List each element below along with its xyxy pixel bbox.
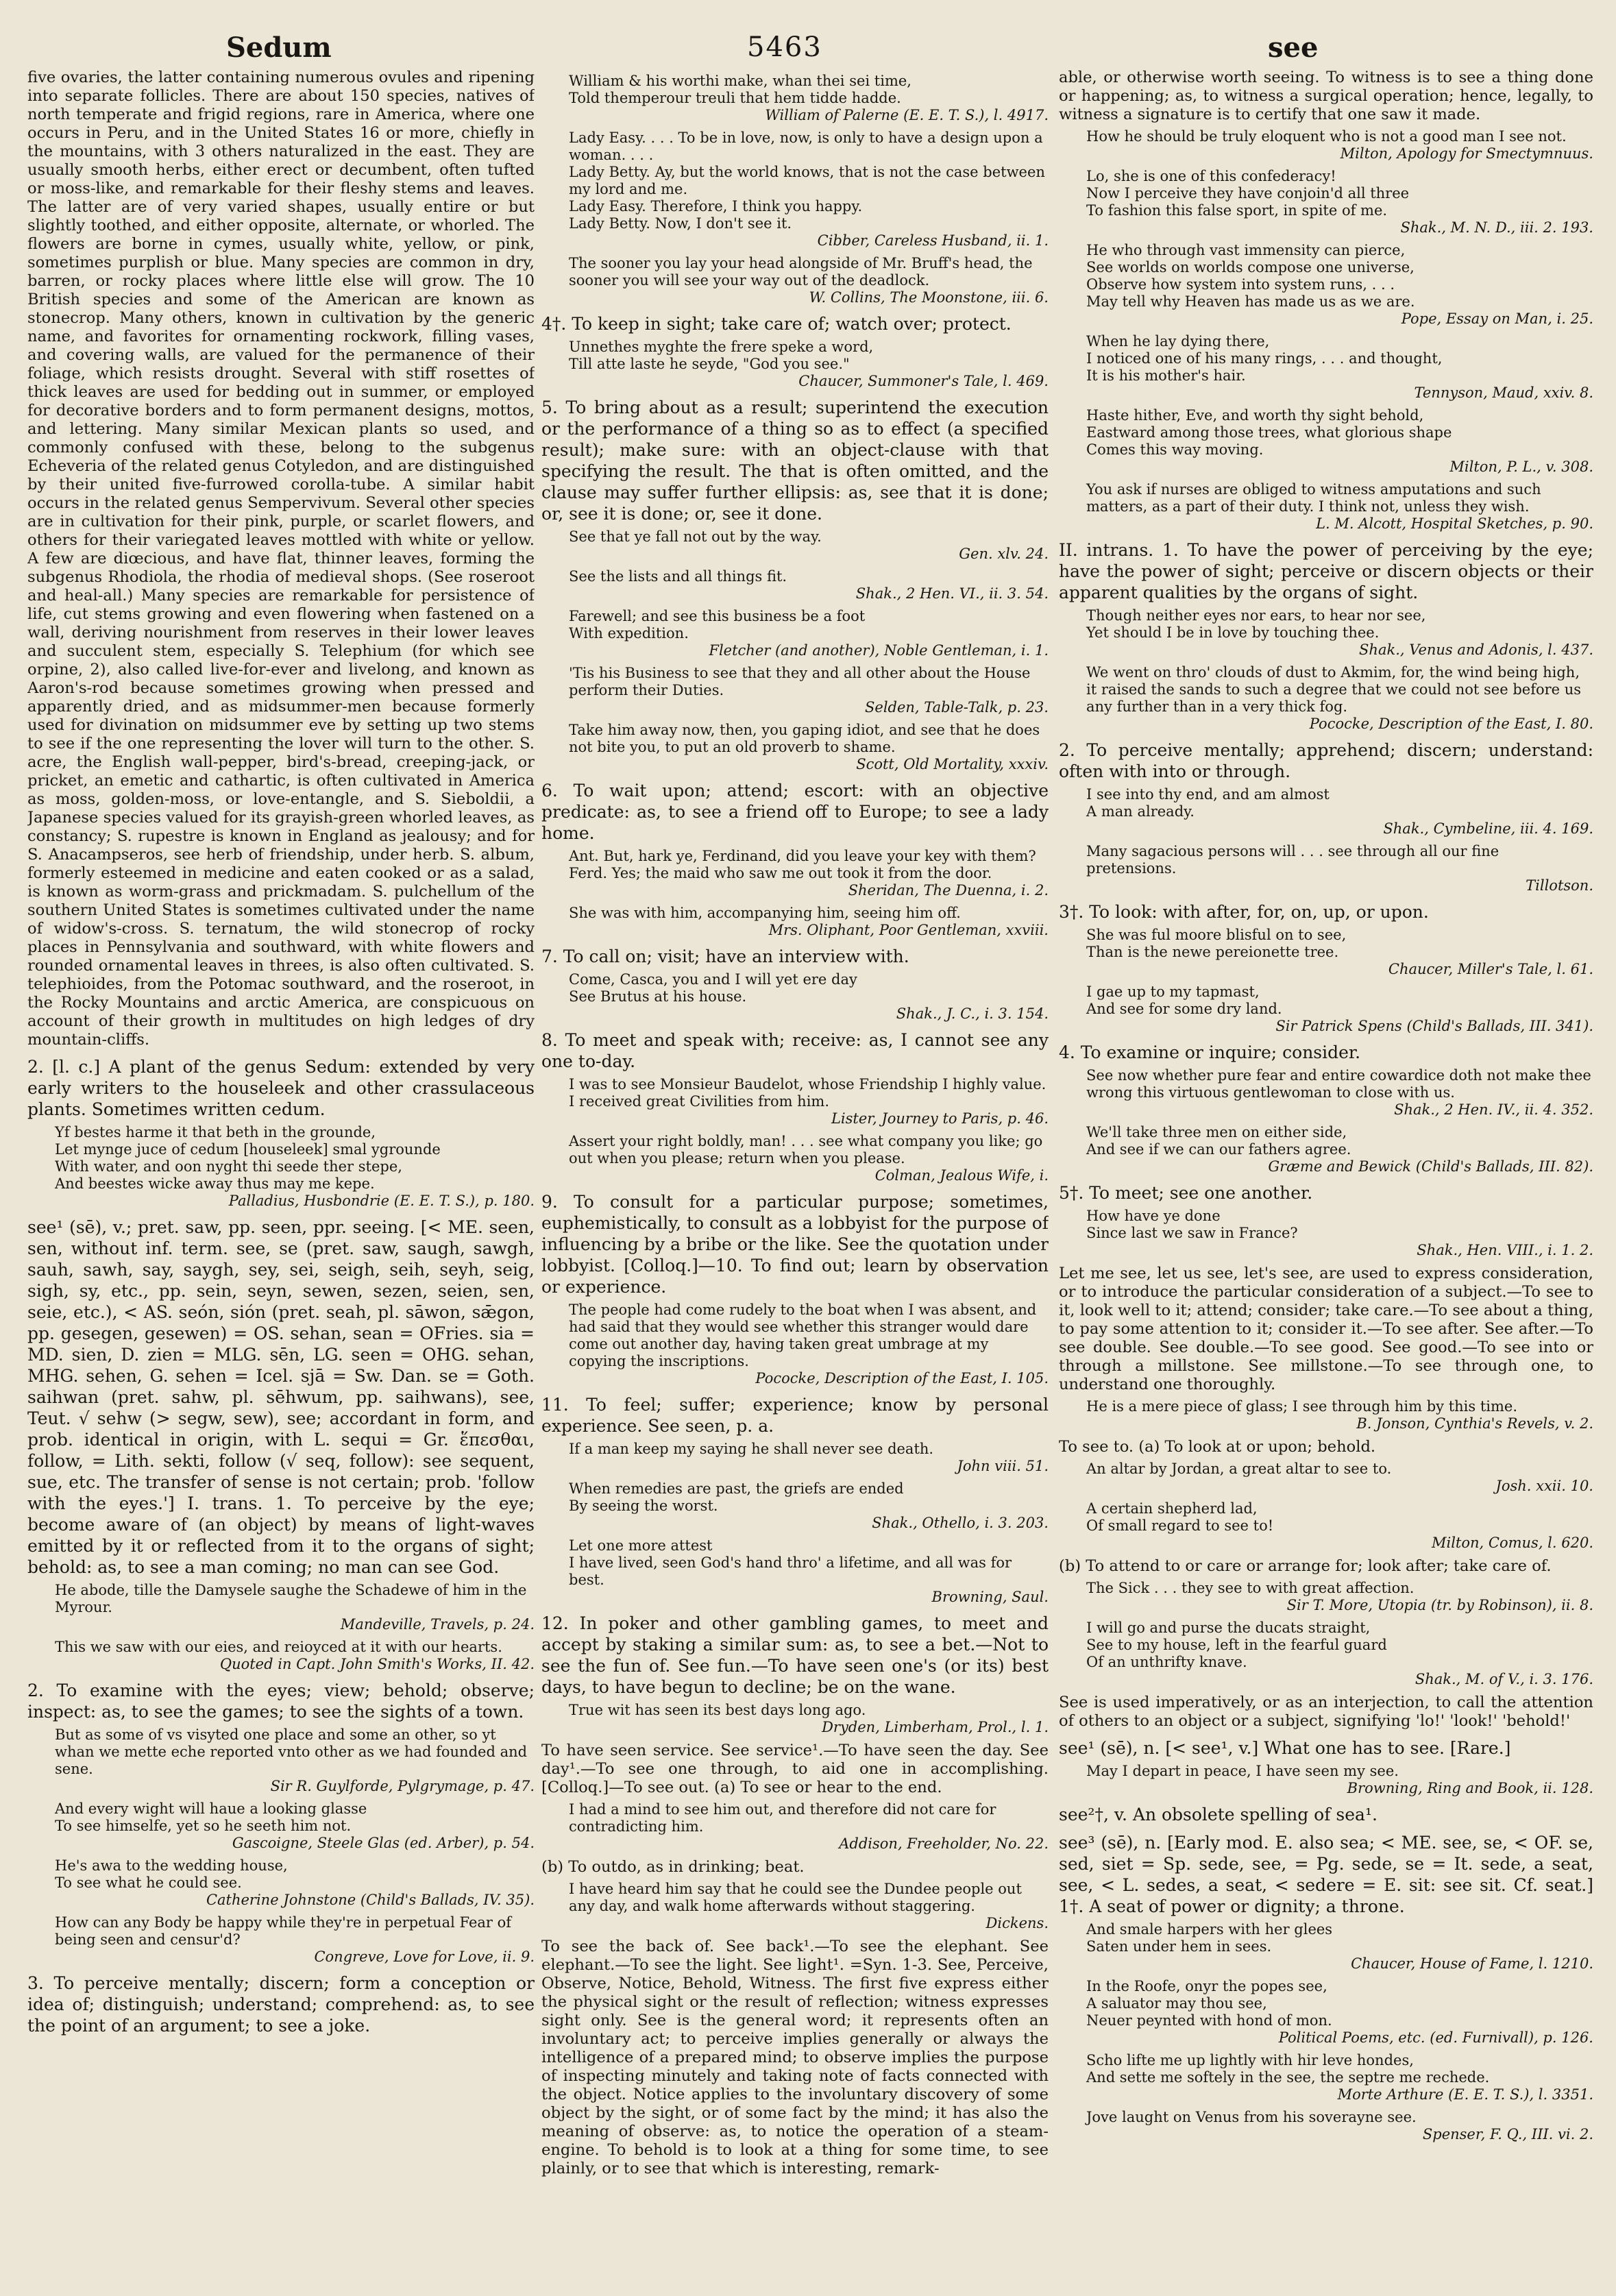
quotation	[569, 848, 1049, 899]
quotation-text: He is a mere piece of glass; I see through him by this time.	[1086, 1398, 1517, 1415]
definition-sense: 3†. To look: with after, for, on, up, or upon.	[1059, 902, 1429, 922]
quotation-citation: Shak., 2 Hen. IV., ii. 4. 352.	[1394, 1101, 1593, 1118]
quotation-text: I have heard him say that he could see the Dundee people out any day, and walk home afterwards without staggering.	[569, 1881, 1022, 1914]
quotation-citation: Catherine Johnstone (Child's Ballads, IV. 35).	[206, 1892, 535, 1908]
definition-sense: 2. To perceive mentally; apprehend; discern; understand: often with into or through.	[1059, 740, 1593, 781]
quotation-citation: Scott, Old Mortality, xxxiv.	[856, 756, 1049, 772]
dictionary-entry: see¹ (sē), v.; pret. saw, pp. seen, ppr. seeing. [< ME. seen, sen, without inf. term. see, se (pret. saw, saugh, sawgh, sauh, sawh, say, saygh, sey, sei, seigh, seih, seyh, seig, sigh, sy, etc., pp. sein, seyn, sewen, sezen, seien, sen, seie, etc.), < AS. seón, sión (pret. seah, pl. sāwon, sǣgon, pp. gesegen, gesewen) = OS. sehan, sean = OFries. sia = MD. sien, D. zien = MLG. sēn, LG. seen = OHG. sehan, MHG. sehen, G. sehen = Icel. sjā = Sw. Dan. se = Goth. saihwan (pret. sahw, pl. sēhwum, pp. saihwans), see, Teut. √ sehw (> segw, sew), see; accordant in form, and prob. identical in origin, with L. sequi = Gr. ἕπεσθαι, follow, = Lith. sekti, follow (√ seq, follow): see sequent, sue, etc. The transfer of sense is not certain; prob. 'follow with the eyes.'] I. trans. 1. To perceive by the eye; become aware of (an object) by means of light-waves emitted by it or reflected from it to the organs of sight; behold: as, to see a man coming; no man can see God.	[27, 1217, 535, 1577]
quotation	[55, 1726, 535, 1795]
quotation-citation: Shak., Hen. VIII., i. 1. 2.	[1417, 1242, 1593, 1258]
paragraph: (b) To outdo, as in drinking; beat.	[541, 1858, 805, 1876]
quotation-text: May I depart in peace, I have seen my see.	[1086, 1763, 1399, 1779]
quotation	[55, 1124, 535, 1210]
quotation-citation: Morte Arthure (E. E. T. S.), l. 3351.	[1337, 2086, 1593, 2103]
quotation-text: Assert your right boldly, man! . . . see what company you like; go out when you please; return when you please.	[569, 1133, 1043, 1167]
quotation-text: How have ye done Since last we saw in France?	[1086, 1208, 1298, 1241]
quotation	[1086, 168, 1593, 236]
quotation-citation: Dryden, Limberham, Prol., l. 1.	[822, 1719, 1049, 1735]
quotation	[1086, 927, 1593, 978]
quotation	[1086, 1461, 1593, 1495]
quotation-citation: Tennyson, Maud, xxiv. 8.	[1414, 384, 1593, 401]
column-2	[541, 69, 1049, 2269]
quotation-text: He who through vast immensity can pierce, See worlds on worlds compose one universe, Observe how system into system runs, . . . May tell why Heaven has made us as we are.	[1086, 242, 1415, 310]
quotation-text: We went on thro' clouds of dust to Akmim, for, the wind being high, it raised the sands to such a degree that we could not see before us any further than in a very thick fog.	[1086, 664, 1582, 715]
definition-sense: 11. To feel; suffer; experience; know by personal experience. See seen, p. a.	[541, 1395, 1049, 1436]
quotation-text: The sooner you lay your head alongside of Mr. Bruff's head, the sooner you will see your way out of the deadlock.	[569, 255, 1033, 289]
quotation-citation: B. Jonson, Cynthia's Revels, v. 2.	[1356, 1415, 1593, 1432]
left-guide-word: Sedum	[226, 32, 332, 64]
quotation-text: See the lists and all things fit.	[569, 568, 787, 585]
quotation-citation: Pococke, Description of the East, I. 80.	[1309, 716, 1593, 732]
page-number: 5463	[747, 32, 822, 63]
quotation-citation: Dickens.	[985, 1915, 1049, 1931]
quotation	[1086, 128, 1593, 162]
quotation-citation: Milton, Apology for Smectymnuus.	[1340, 145, 1593, 162]
quotation	[1086, 1067, 1593, 1119]
quotation-text: 'Tis his Business to see that they and all other about the House perform their Duties.	[569, 665, 1031, 698]
quotation	[569, 130, 1049, 249]
quotation-citation: Sir T. More, Utopia (tr. by Robinson), ii. 8.	[1286, 1597, 1593, 1613]
quotation-citation: Chaucer, Summoner's Tale, l. 469.	[798, 373, 1049, 389]
quotation-text: This we saw with our eies, and reioyced at it with our hearts.	[55, 1639, 502, 1655]
quotation-citation: Chaucer, House of Fame, l. 1210.	[1351, 1955, 1593, 1972]
quotation-citation: Sheridan, The Duenna, i. 2.	[848, 882, 1049, 899]
quotation	[569, 1133, 1049, 1184]
quotation-citation: Milton, Comus, l. 620.	[1432, 1535, 1593, 1551]
quotation-text: Lo, she is one of this confederacy! Now I perceive they have conjoin'd all three To fashion this false sport, in spite of me.	[1086, 168, 1410, 219]
quotation-text: William & his worthi make, whan thei sei time, Told themperour treuli that hem tidde hadde.	[569, 73, 911, 106]
quotation-text: Let one more attest I have lived, seen God's hand thro' a lifetime, and all was for best.	[569, 1537, 1012, 1588]
quotation	[1086, 2109, 1593, 2143]
quotation-text: She was ful moore blisful on to see, Than is the newe pereionette tree.	[1086, 927, 1347, 960]
dictionary-entry: see²†, v. An obsolete spelling of sea¹.	[1059, 1805, 1378, 1824]
quotation-citation: Spenser, F. Q., III. vi. 2.	[1422, 2126, 1593, 2142]
paragraph: See is used imperatively, or as an interjection, to call the attention of others to an object or a subject, signifying 'lo!' 'look!' 'behold!'	[1059, 1694, 1593, 1730]
quotation-text: In the Roofe, onyr the popes see, A saluator may thou see, Neuer peynted with hond of mon.	[1086, 1978, 1332, 2029]
definition-sense: II. intrans. 1. To have the power of perceiving by the eye; have the power of sight; perceive or discern objects or their apparent qualities by the organs of sight.	[1059, 540, 1593, 602]
quotation	[1086, 2052, 1593, 2103]
quotation-text: True wit has seen its best days long ago.	[569, 1702, 866, 1718]
quotation	[1086, 1763, 1593, 1797]
quotation-text: Farewell; and see this business be a foot With expedition.	[569, 608, 866, 642]
quotation	[1086, 481, 1593, 533]
quotation-citation: Chaucer, Miller's Tale, l. 61.	[1388, 961, 1593, 977]
quotation	[569, 339, 1049, 390]
definition-sense: 7. To call on; visit; have an interview with.	[541, 947, 909, 966]
quotation-text: We'll take three men on either side, And see if we can our fathers agree.	[1086, 1124, 1351, 1158]
quotation-citation: Tillotson.	[1526, 877, 1593, 894]
quotation	[55, 1582, 535, 1633]
quotation-citation: Mandeville, Travels, p. 24.	[340, 1616, 535, 1633]
quotation-citation: Cibber, Careless Husband, ii. 1.	[817, 232, 1049, 249]
quotation	[1086, 607, 1593, 659]
quotation-text: Unnethes myghte the frere speke a word, Till atte laste he seyde, "God you see."	[569, 339, 874, 372]
definition-sense: 12. In poker and other gambling games, to meet and accept by staking a similar sum: as, to see a bet.—Not to see the fun of. See fun.—To have seen one's (or its) best days, to have begun to decline; be on the wane.	[541, 1613, 1049, 1697]
quotation-citation: Colman, Jealous Wife, i.	[874, 1167, 1049, 1184]
quotation-citation: L. M. Alcott, Hospital Sketches, p. 90.	[1316, 515, 1593, 532]
dictionary-entry: see¹ (sē), n. [< see¹, v.] What one has to see. [Rare.]	[1059, 1738, 1511, 1758]
quotation-text: I had a mind to see him out, and therefore did not care for contradicting him.	[569, 1801, 996, 1835]
quotation-citation: Mrs. Oliphant, Poor Gentleman, xxviii.	[768, 922, 1049, 938]
quotation-text: I will go and purse the ducats straight, See to my house, left in the fearful guard Of an unthrifty knave.	[1086, 1620, 1387, 1670]
column-3	[1059, 69, 1593, 2269]
quotation-citation: Gen. xlv. 24.	[959, 546, 1049, 562]
quotation-citation: Palladius, Husbondrie (E. E. T. S.), p. 180.	[228, 1193, 535, 1209]
quotation	[1086, 664, 1593, 733]
definition-sense: 2. [l. c.] A plant of the genus Sedum: extended by very early writers to the houseleek and other crassulaceous plants. Sometimes written cedum.	[27, 1057, 535, 1119]
quotation	[1086, 1978, 1593, 2047]
quotation-citation: Congreve, Love for Love, ii. 9.	[314, 1949, 535, 1965]
quotation	[1086, 333, 1593, 402]
quotation-citation: Shak., M. of V., i. 3. 176.	[1415, 1671, 1593, 1687]
quotation	[1086, 843, 1593, 894]
quotation	[1086, 1398, 1593, 1432]
paragraph: Let me see, let us see, let's see, are used to express consideration, or to introduce the particular consideration of a subject.—To see to it, look well to it; attend; consider; take care.—To see about a thing, to pay some attention to it; consider it.—To see after. See after.—To see double. See double.—To see good. See good.—To see into or through a millstone. See millstone.—To see through one, to understand one thoroughly.	[1059, 1265, 1593, 1393]
quotation-text: Yf bestes harme it that beth in the grounde, Let mynge juce of cedum [houseleek] smal ygrounde With water, and oon nyght thi seede ther stepe, And beestes wicke away thus may me kepe.	[55, 1124, 441, 1192]
quotation-text: She was with him, accompanying him, seeing him off.	[569, 905, 961, 921]
quotation	[569, 528, 1049, 563]
quotation-text: How he should be truly eloquent who is not a good man I see not.	[1086, 128, 1567, 145]
paragraph: able, or otherwise worth seeing. To witness is to see a thing done or happening; as, to witness a surgical operation; hence, legally, to witness a signature is to certify that one saw it made.	[1059, 69, 1593, 123]
quotation-text: Though neither eyes nor ears, to hear nor see, Yet should I be in love by touching thee.	[1086, 607, 1426, 641]
quotation-citation: Græme and Bewick (Child's Ballads, III. 82).	[1268, 1158, 1593, 1175]
quotation	[1086, 1208, 1593, 1259]
definition-sense: 5†. To meet; see one another.	[1059, 1183, 1313, 1203]
quotation	[569, 1881, 1049, 1932]
paragraph: To have seen service. See service¹.—To have seen the day. See day¹.—To see one through, to aid one in accomplishing. [Colloq.]—To see out. (a) To see or hear to the end.	[541, 1742, 1049, 1796]
quotation-text: If a man keep my saying he shall never see death.	[569, 1441, 934, 1457]
quotation	[569, 1537, 1049, 1606]
definition-sense: 8. To meet and speak with; receive: as, I cannot see any one to-day.	[541, 1030, 1049, 1071]
quotation	[55, 1800, 535, 1852]
quotation	[569, 722, 1049, 773]
quotation-text: He abode, tille the Damysele saughe the Schadewe of him in the Myrour.	[55, 1582, 527, 1615]
quotation-citation: Shak., M. N. D., iii. 2. 193.	[1400, 219, 1593, 236]
quotation	[1086, 786, 1593, 838]
definition-sense: 5. To bring about as a result; superintend the execution or the performance of a thing so as to effect (a specified result); make sure: with an object-clause with that specifying the result. The that is often omitted, and the clause may suffer further ellipsis: as, see that it is done; or, see it is done; or, see it done.	[541, 398, 1049, 524]
quotation-citation: William of Palerne (E. E. T. S.), l. 4917.	[765, 107, 1049, 123]
quotation-text: Lady Easy. . . . To be in love, now, is only to have a design upon a woman. . . . Lady Betty. Ay, but the world knows, that is not the case between my lord and me. Lady Easy. Therefore, I think you happy. Lady Betty. Now, I don't see it.	[569, 130, 1045, 232]
quotation-text: When he lay dying there, I noticed one of his many rings, . . . and thought, It is his mother's hair.	[1086, 333, 1443, 384]
quotation-citation: Quoted in Capt. John Smith's Works, II. 42.	[219, 1656, 535, 1672]
quotation	[569, 665, 1049, 716]
column-1	[27, 69, 535, 2269]
quotation-text: A certain shepherd lad, Of small regard to see to!	[1086, 1500, 1274, 1534]
quotation-citation: Shak., 2 Hen. VI., ii. 3. 54.	[855, 585, 1049, 602]
definition-sense: 6. To wait upon; attend; escort: with an objective predicate: as, to see a friend off to Europe; to see a lady home.	[541, 781, 1049, 843]
quotation	[569, 73, 1049, 124]
quotation-text: And smale harpers with her glees Saten under hem in sees.	[1086, 1921, 1333, 1955]
paragraph: (b) To attend to or care or arrange for; look after; take care of.	[1059, 1557, 1552, 1575]
paragraph: five ovaries, the latter containing numerous ovules and ripening into separate follicles. There are about 150 species, natives of north temperate and frigid regions, rare in America, where one occurs in Peru, and in the United States 16 or more, chiefly in the mountains, with 3 others naturalized in the east. They are usually smooth herbs, either erect or decumbent, often tufted or moss-like, and remarkable for their fleshy stems and leaves. The latter are of very varied shapes, usually entire or but slightly toothed, and either opposite, alternate, or whorled. The flowers are borne in cymes, usually white, yellow, or pink, sometimes purplish or blue. Many species are common in dry, barren, or rocky places where little else will grow. The 10 British species and some of the American are known as stonecrop. Many others, known in cultivation by the generic name, and favorites for ornamenting rockwork, filling vases, and covering walls, are valued for the permanence of their foliage, which resists drought. Several with stiff rosettes of thick leaves are used for bedding out in summer, or employed for decorative borders and to form permanent designs, mottos, and lettering. Many similar Mexican plants so used, and commonly confused with these, belong to the subgenus Echeveria of the related genus Cotyledon, and are distinguished by their united five-furrowed corolla-tube. A similar habit occurs in the related genus Sempervivum. Several other species are in cultivation for their pink, purple, or scarlet flowers, and others for their variegated leaves mottled with white or yellow. A few are diœcious, and have flat, thinner leaves, forming the subgenus Rhodiola, the rhodia of medieval shops. (See roseroot and heal-all.) Many species are remarkable for persistence of life, cut stems growing and even flowering when fastened on a wall, deriving nourishment from reserves in their lower leaves and succulent stem, especially S. Telephium (for which see orpine, 2), also called live-for-ever and livelong, and known as Aaron's-rod because sometimes growing when pressed and apparently dried, and as midsummer-men because formerly used for divination on midsummer eve by setting up two stems to see if the one representing the lover will turn to the other. S. acre, the English wall-pepper, bird's-bread, creeping-jack, or pricket, an emetic and cathartic, is often cultivated in America as moss, golden-moss, or love-entangle, and S. Sieboldii, a Japanese species valued for its grayish-green whorled leaves, as constancy; S. rupestre is known in England as jealousy; and for S. Anacampseros, see herb of friendship, under herb. S. album, formerly esteemed in medicine and eaten cooked or as a salad, is known as worm-grass and prickmadam. S. pulchellum of the southern United States is sometimes cultivated under the name of widow's-cross. S. ternatum, the wild stonecrop of rocky places in Pennsylvania and southward, with white flowers and rounded ornamental leaves in threes, is also often cultivated. S. telephioides, from the Potomac southward, and the roseroot, in the Rocky Mountains and arctic America, are conspicuous on account of their growth in multitudes on high ledges of dry mountain-cliffs.	[27, 69, 535, 1049]
quotation	[569, 1302, 1049, 1387]
quotation-citation: Lister, Journey to Paris, p. 46.	[831, 1110, 1049, 1127]
definition-sense: 4†. To keep in sight; take care of; watch over; protect.	[541, 314, 1012, 334]
quotation	[569, 971, 1049, 1023]
quotation-text: Haste hither, Eve, and worth thy sight behold, Eastward among those trees, what glorious shape Comes this way moving.	[1086, 407, 1452, 458]
quotation-citation: Political Poems, etc. (ed. Furnivall), p. 126.	[1278, 2029, 1593, 2046]
quotation-citation: Sir R. Guylforde, Pylgrymage, p. 47.	[270, 1778, 535, 1794]
quotation	[1086, 407, 1593, 476]
quotation	[569, 255, 1049, 306]
quotation	[55, 1914, 535, 1966]
quotation	[569, 568, 1049, 602]
quotation	[569, 1441, 1049, 1475]
quotation-citation: Selden, Table-Talk, p. 23.	[865, 699, 1049, 716]
quotation-text: An altar by Jordan, a great altar to see to.	[1086, 1461, 1392, 1477]
quotation-text: Scho lifte me up lightly with hir leve hondes, And sette me softely in the see, the septre me rechede.	[1086, 2052, 1490, 2086]
quotation-text: Come, Casca, you and I will yet ere day See Brutus at his house.	[569, 971, 857, 1005]
quotation	[1086, 1921, 1593, 1973]
quotation-text: He's awa to the wedding house, To see what he could see.	[55, 1857, 288, 1891]
dictionary-entry: see³ (sē), n. [Early mod. E. also sea; < ME. see, se, < OF. se, sed, siet = Sp. sede, see, = Pg. sede, se = It. sede, a seat, see, < L. sedes, a seat, < sedere = E. sit: see sit. Cf. seat.] 1†. A seat of power or dignity; a throne.	[1059, 1833, 1593, 1916]
quotation-text: I was to see Monsieur Baudelot, whose Friendship I highly value. I received great Civilities from him.	[569, 1076, 1046, 1110]
paragraph: To see the back of. See back¹.—To see the elephant. See elephant.—To see the light. See light¹. =Syn. 1-3. See, Perceive, Observe, Notice, Behold, Witness. The first five express either the physical sight or the result of reflection; witness expresses sight only. See is the general word; it represents often an involuntary act; to perceive implies generally or always the intelligence of a prepared mind; to observe implies the purpose of inspecting minutely and taking note of facts connected with the object. Notice applies to the involuntary discovery of some object by the sight, or of some fact by the mind; it has also the meaning of observe: as, to notice the operation of a steam-engine. To behold is to look at a thing for some time, to see plainly, or to see that which is interesting, remark-	[541, 1938, 1049, 2177]
definition-sense: 2. To examine with the eyes; view; behold; observe; inspect: as, to see the games; to see the sights of a town.	[27, 1681, 535, 1722]
quotation-text: See that ye fall not out by the way.	[569, 528, 822, 545]
quotation-citation: Pope, Essay on Man, i. 25.	[1401, 310, 1593, 327]
quotation-text: How can any Body be happy while they're in perpetual Fear of being seen and censur'd?	[55, 1914, 512, 1948]
quotation	[1086, 242, 1593, 328]
quotation-citation: W. Collins, The Moonstone, iii. 6.	[809, 289, 1049, 306]
quotation	[55, 1857, 535, 1909]
right-guide-word: see	[1268, 32, 1319, 64]
quotation	[569, 1702, 1049, 1736]
quotation-text: Jove laught on Venus from his soverayne see.	[1086, 2109, 1417, 2125]
quotation-citation: Sir Patrick Spens (Child's Ballads, III. 341).	[1275, 1018, 1593, 1034]
quotation	[1086, 984, 1593, 1035]
definition-sense: 9. To consult for a particular purpose; sometimes, euphemistically, to consult as a lobbyist for the purpose of influencing by a bribe or the like. See the quotation under lobbyist. [Colloq.]—10. To find out; learn by observation or experience.	[541, 1192, 1049, 1297]
quotation-text: The people had come rudely to the boat when I was absent, and had said that they would see whether this stranger would dare come out another day, having taken great umbrage at my copying the inscriptions.	[569, 1302, 1037, 1369]
quotation-citation: Shak., J. C., i. 3. 154.	[896, 1005, 1049, 1022]
quotation-text: And every wight will haue a looking glasse To see himselfe, yet so he seeth him not.	[55, 1800, 367, 1834]
quotation	[569, 608, 1049, 659]
quotation-citation: Josh. xxii. 10.	[1495, 1478, 1593, 1494]
quotation-citation: Milton, P. L., v. 308.	[1449, 459, 1593, 475]
definition-sense: 4. To examine or inquire; consider.	[1059, 1042, 1361, 1062]
quotation	[1086, 1620, 1593, 1688]
quotation-text: The Sick . . . they see to with great affection.	[1086, 1580, 1415, 1596]
quotation-citation: Browning, Ring and Book, ii. 128.	[1347, 1780, 1593, 1796]
definition-sense: 3. To perceive mentally; discern; form a conception or idea of; distinguish; understand; comprehend: as, to see the point of an argument; to see a joke.	[27, 1973, 535, 2036]
quotation	[569, 1801, 1049, 1853]
quotation-citation: Browning, Saul.	[931, 1589, 1049, 1605]
quotation-text: Ant. But, hark ye, Ferdinand, did you leave your key with them? Ferd. Yes; the maid who saw me out took it from the door.	[569, 848, 1036, 881]
quotation-text: Take him away now, then, you gaping idiot, and see that he does not bite you, to put an old proverb to shame.	[569, 722, 1040, 755]
quotation	[569, 1076, 1049, 1127]
quotation-citation: Addison, Freeholder, No. 22.	[839, 1835, 1049, 1852]
quotation	[1086, 1580, 1593, 1614]
quotation-text: Many sagacious persons will . . . see through all our fine pretensions.	[1086, 843, 1499, 877]
quotation-text: See now whether pure fear and entire cowardice doth not make thee wrong this virtuous gentlewoman to close with us.	[1086, 1067, 1591, 1101]
quotation-text: But as some of vs visyted one place and some an other, so yt whan we mette eche reported vnto other as we had founded and sene.	[55, 1726, 528, 1777]
quotation-text: I gae up to my tapmast, And see for some dry land.	[1086, 984, 1282, 1017]
quotation	[1086, 1500, 1593, 1552]
quotation	[569, 1480, 1049, 1532]
quotation-text: I see into thy end, and am almost A man already.	[1086, 786, 1330, 820]
quotation-citation: Shak., Othello, i. 3. 203.	[872, 1515, 1049, 1531]
quotation	[569, 905, 1049, 939]
quotation	[1086, 1124, 1593, 1175]
quotation-citation: Pococke, Description of the East, I. 105.	[755, 1370, 1049, 1387]
quotation	[55, 1639, 535, 1673]
quotation-citation: Fletcher (and another), Noble Gentleman, i. 1.	[709, 642, 1049, 659]
quotation-citation: Gascoigne, Steele Glas (ed. Arber), p. 54.	[232, 1835, 535, 1851]
quotation-text: When remedies are past, the griefs are ended By seeing the worst.	[569, 1480, 904, 1514]
quotation-text: You ask if nurses are obliged to witness amputations and such matters, as a part of their duty. I think not, unless they wish.	[1086, 481, 1541, 515]
quotation-citation: John viii. 51.	[957, 1458, 1049, 1474]
quotation-citation: Shak., Cymbeline, iii. 4. 169.	[1383, 820, 1593, 837]
paragraph: To see to. (a) To look at or upon; behold.	[1059, 1438, 1376, 1456]
quotation-citation: Shak., Venus and Adonis, l. 437.	[1359, 642, 1593, 658]
